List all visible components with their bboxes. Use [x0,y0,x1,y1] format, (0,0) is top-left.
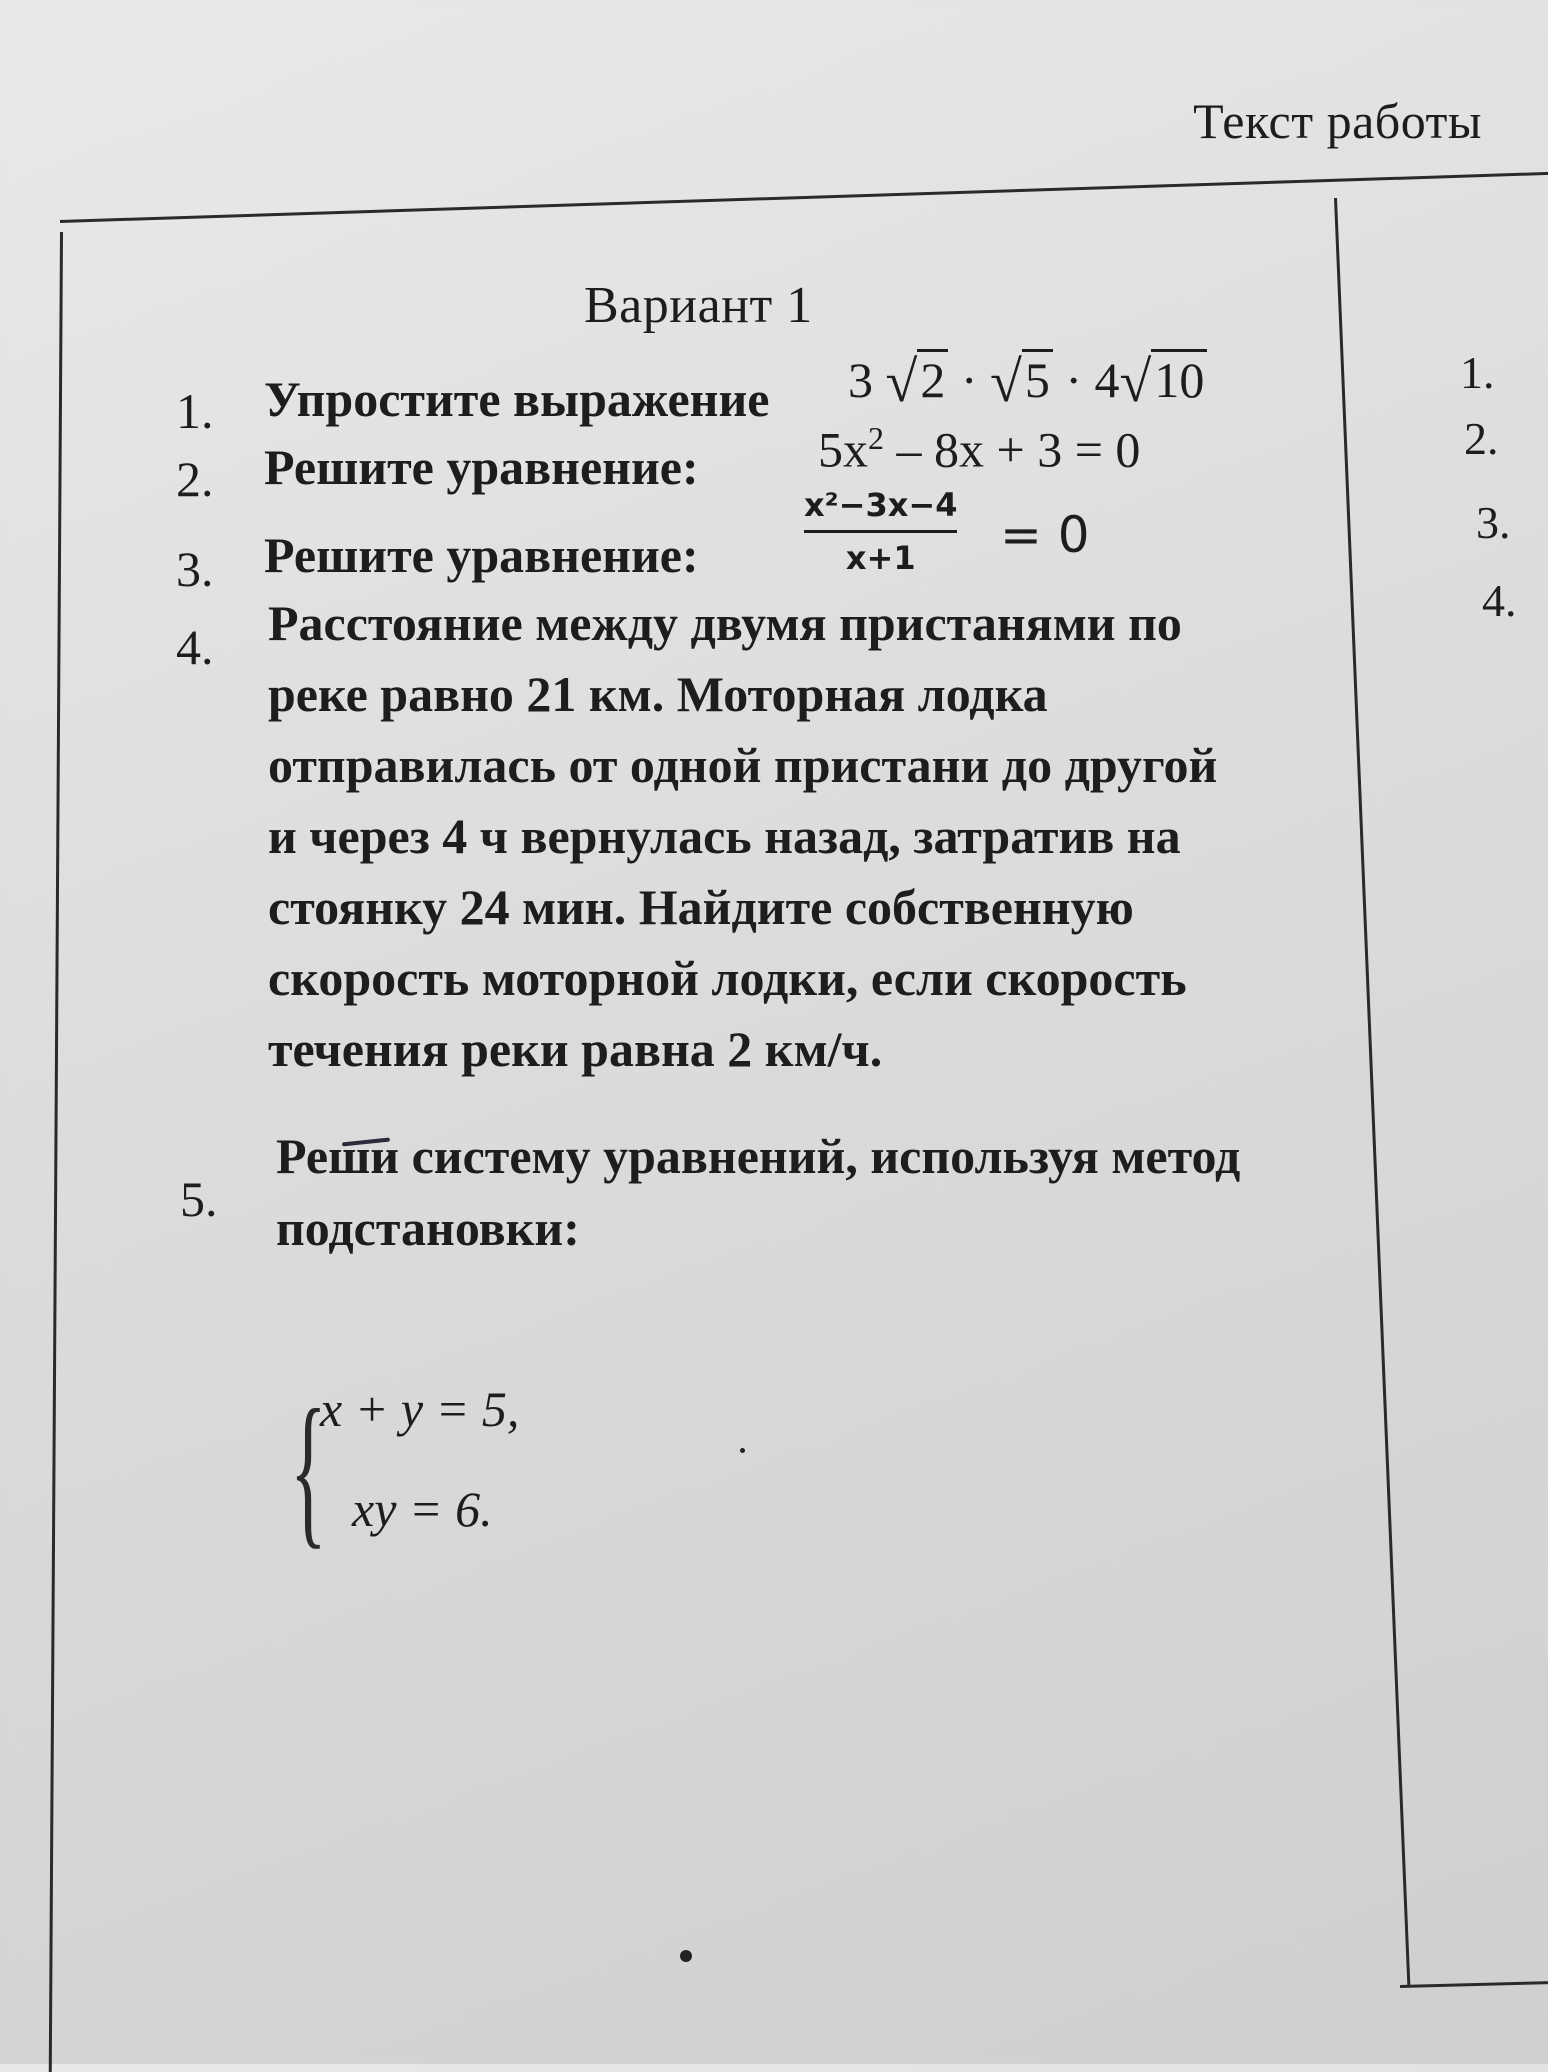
task-3-number: 3. [176,541,214,597]
fraction-denominator: x+1 [845,539,916,577]
system-equation-1: x + y = 5, [320,1381,520,1437]
side-number: 1. [1460,347,1495,398]
frame-divider-border [1334,198,1410,1987]
sqrt-5: √5 [990,348,1053,415]
task-4-line: стоянку 24 мин. Найдите собственную [268,879,1134,935]
task-4-line: скорость моторной лодки, если скорость [268,950,1187,1006]
fraction-bar [804,530,957,533]
task-5-line: подстановки: [276,1200,580,1256]
task-4-line: течения реки равна 2 км/ч. [268,1021,883,1077]
task-4-line: реке равно 21 км. Моторная лодка [268,666,1048,722]
frame-left-border [49,232,63,2072]
task-4-text [268,588,1217,1085]
task-4-line: и через 4 ч вернулась назад, затратив на [268,808,1181,864]
task-3-text: Решите уравнение: [264,527,699,583]
paper-dot [740,1448,745,1453]
variant-title: Вариант 1 [584,277,813,334]
coef-4: 4 [1094,352,1120,408]
task-5-line: Реши систему уравнений, используя метод [276,1128,1241,1184]
task-1-text: Упростите выражение [264,371,770,427]
task-2-text: Решите уравнение: [264,439,699,495]
system-equation-2: xy = 6. [352,1481,493,1537]
dot-1: · [960,352,978,408]
task-4-line: Расстояние между двумя пристанями по [268,595,1182,651]
task-2-equation: $5x^2 - 8x + 3 = 0$ [818,420,1141,478]
side-number: 4. [1482,575,1517,626]
system-brace: { [290,1375,327,1563]
task-5-text [276,1120,1240,1264]
coef-1: 3 [848,352,873,408]
task-1-number: 1. [176,383,214,439]
side-number: 3. [1476,497,1511,548]
task-3-fraction [804,486,957,577]
sqrt-10: √10 [1120,348,1208,415]
side-number: 2. [1464,413,1499,464]
task-2-number: 2. [176,451,214,507]
dot-2: · [1065,352,1082,408]
frame-top-border [60,172,1548,223]
task-4-line: отправилась от одной пристани до другой [268,737,1218,793]
sqrt-2: √2 [886,348,949,415]
task-1-expression [848,348,1207,415]
frame-bottom-border [1400,1981,1548,1988]
task-3-rhs: = 0 [1000,506,1090,564]
task-5-number: 5. [180,1171,218,1227]
fraction-numerator: x²−3x−4 [804,486,958,524]
task-4-number: 4. [176,619,214,675]
paper-dot [680,1950,692,1962]
header-title: Текст работы [1193,93,1482,149]
